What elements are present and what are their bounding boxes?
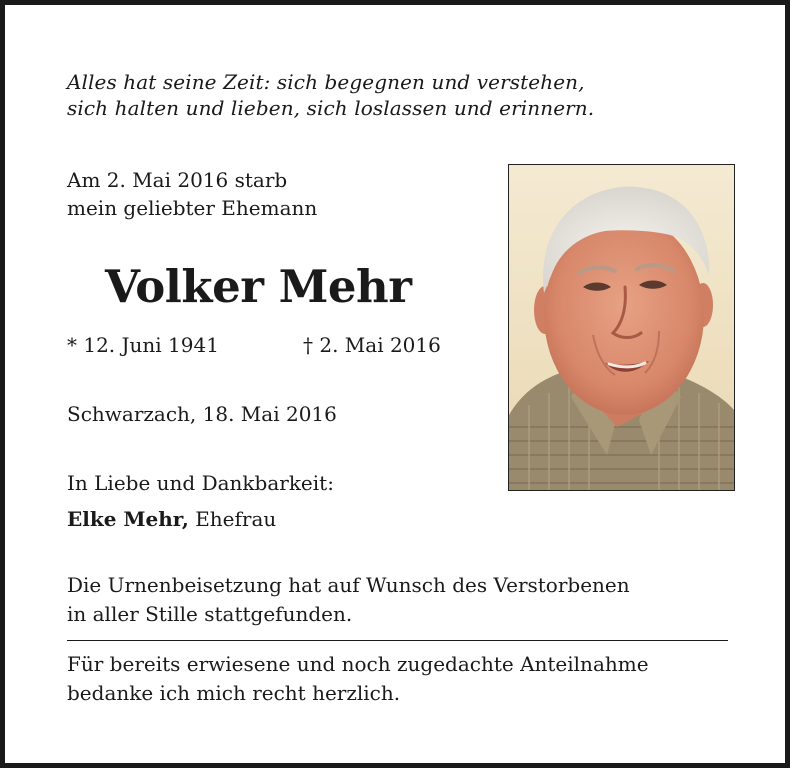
motto-quote [67,69,594,121]
closing-line-1: Für bereits erwiesene und noch zugedachte Anteilnahme [67,652,649,676]
death-date: † 2. Mai 2016 [303,333,441,357]
intro-line-2: mein geliebter Ehemann [67,196,318,220]
burial-note [67,571,630,629]
mourner-line [67,505,276,533]
deceased-name: Volker Mehr [105,260,412,313]
divider-line [67,640,728,641]
mourner-relation: Ehefrau [188,507,277,531]
intro-line-1: Am 2. Mai 2016 starb [67,168,288,192]
place-and-date: Schwarzach, 18. Mai 2016 [67,402,337,426]
mourner-name: Elke Mehr, [67,507,189,531]
motto-line-1: Alles hat seine Zeit: sich begegnen und verstehen, [67,70,585,94]
portrait-photo [508,164,735,491]
thanks-intro: In Liebe und Dankbarkeit: [67,471,334,495]
burial-line-1: Die Urnenbeisetzung hat auf Wunsch des Verstorbenen [67,573,630,597]
death-announcement [67,166,317,222]
motto-line-2: sich halten und lieben, sich loslassen und erinnern. [67,96,595,120]
burial-line-2: in aller Stille stattgefunden. [67,602,353,626]
closing-line-2: bedanke ich mich recht herzlich. [67,681,401,705]
portrait-illustration [509,165,734,490]
birth-date: * 12. Juni 1941 [67,333,219,357]
closing-thanks [67,650,649,708]
